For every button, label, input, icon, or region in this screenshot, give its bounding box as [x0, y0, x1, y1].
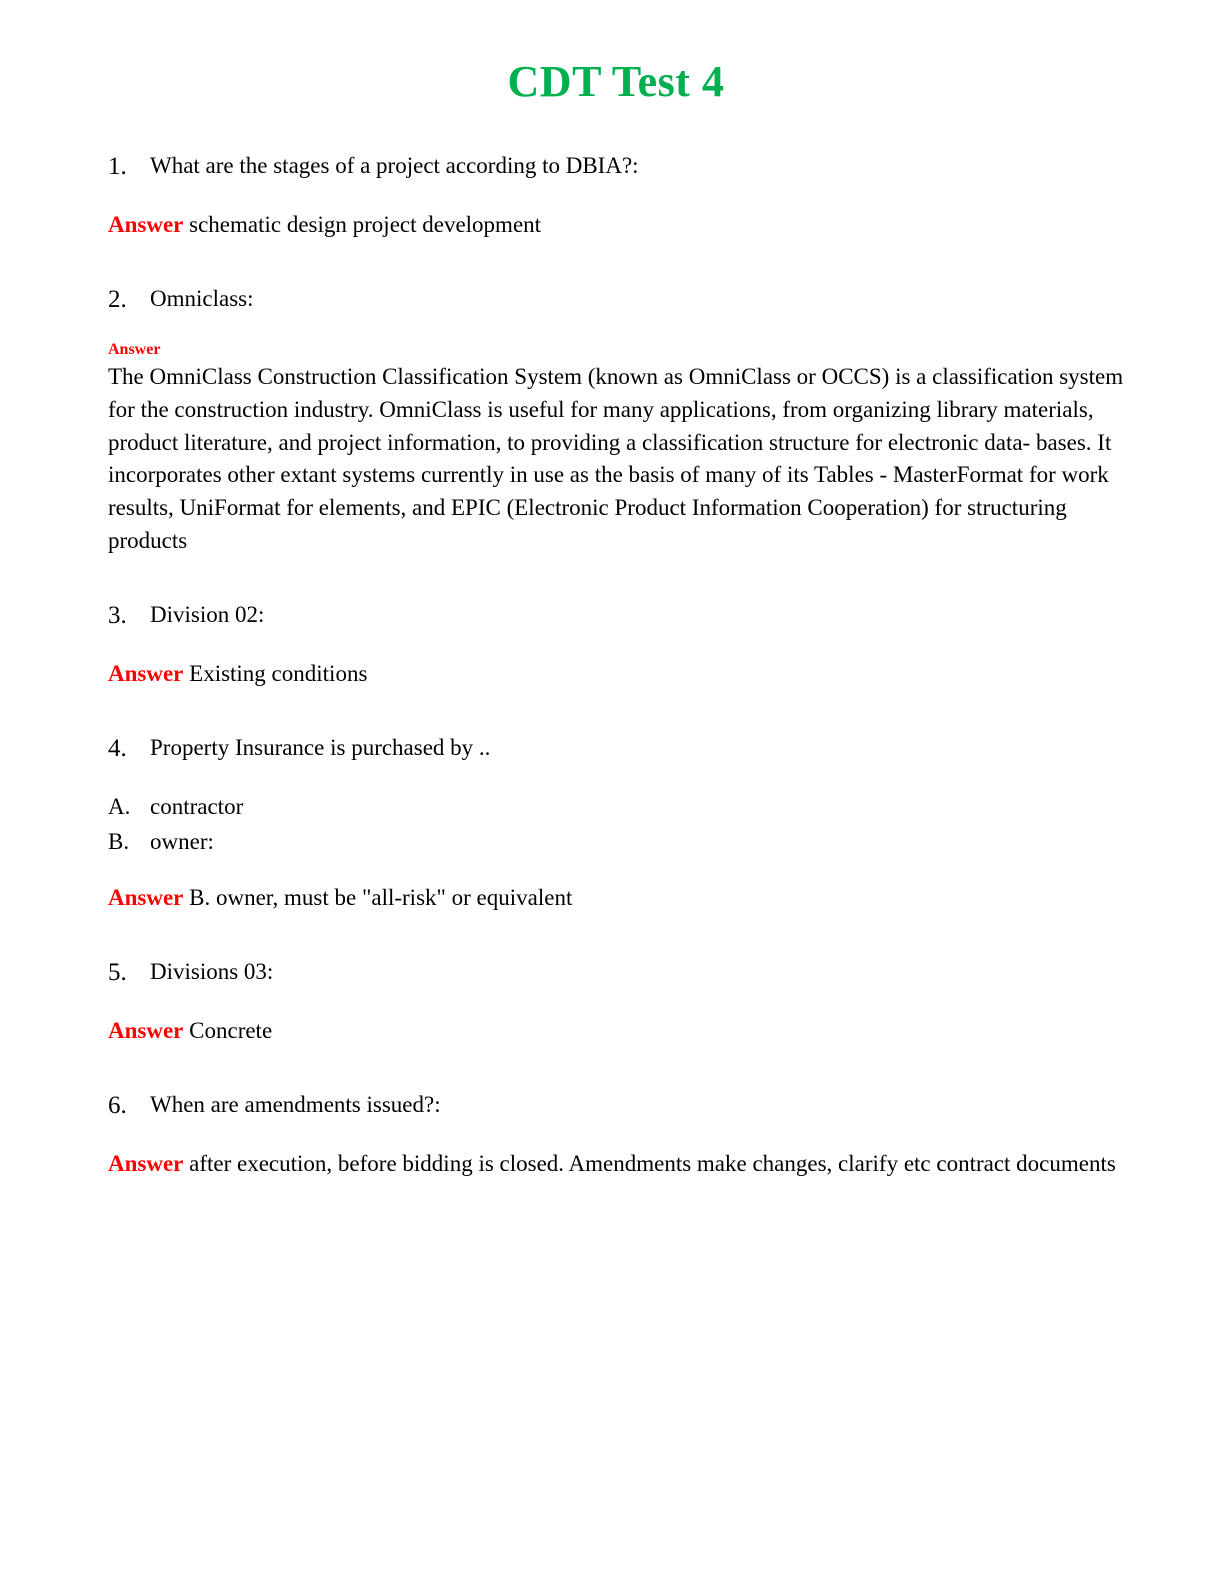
answer-line [108, 657, 1124, 690]
question-line [108, 1089, 1124, 1123]
answer-line [108, 1014, 1124, 1047]
question-text: What are the stages of a project according to DBIA?: [150, 153, 639, 179]
question-number: 2. [108, 286, 127, 314]
qa-block [108, 599, 1124, 690]
question-number: 5. [108, 959, 127, 987]
question-number: 6. [108, 1092, 127, 1120]
choice-item [108, 790, 1124, 825]
answer-text: after execution, before bidding is closed. Amendments make changes, clarify etc contract documents [189, 1151, 1116, 1177]
answer-label: Answer [108, 341, 161, 359]
question-number: 1. [108, 153, 127, 181]
answer-line [108, 881, 1124, 914]
question-line [108, 599, 1124, 633]
answer-text: Concrete [189, 1018, 273, 1044]
qa-block [108, 1089, 1124, 1180]
answer-block [108, 341, 1124, 557]
page-title: CDT Test 4 [507, 57, 725, 106]
choice-letter: B. [108, 828, 130, 854]
answer-label: Answer [108, 660, 184, 686]
qa-block [108, 732, 1124, 914]
question-text: Property Insurance is purchased by .. [150, 735, 491, 761]
answer-line [108, 208, 1124, 241]
question-number: 4. [108, 735, 127, 763]
question-line [108, 956, 1124, 990]
answer-text: The OmniClass Construction Classification System (known as OmniClass or OCCS) is a classification system for the construction industry. OmniClass is useful for many applications, from organizing library materials, product literature, and project information, to providing a classification structure for electronic data- bases. It incorporates other extant systems currently in use as the basis of many of its Tables - MasterFormat for work results, UniFormat for elements, and EPIC (Electronic Product Information Cooperation) for structuring products [108, 364, 1124, 553]
answer-line [108, 1147, 1124, 1180]
question-text: When are amendments issued?: [150, 1092, 441, 1118]
question-line [108, 732, 1124, 766]
choice-text: contractor [150, 794, 244, 820]
choice-letter: A. [108, 794, 131, 820]
question-line [108, 150, 1124, 184]
answer-label: Answer [108, 1151, 184, 1177]
answer-text: schematic design project development [189, 212, 542, 238]
question-line [108, 283, 1124, 317]
answer-label: Answer [108, 212, 184, 238]
answer-text: Existing conditions [189, 660, 368, 686]
qa-block [108, 283, 1124, 557]
question-text: Division 02: [150, 602, 265, 628]
question-number: 3. [108, 602, 127, 630]
question-text: Omniclass: [150, 286, 254, 312]
answer-label: Answer [108, 1018, 184, 1044]
choice-list [108, 790, 1124, 859]
choice-text: owner: [150, 828, 214, 854]
qa-block [108, 150, 1124, 241]
choice-item [108, 825, 1124, 860]
question-text: Divisions 03: [150, 959, 274, 985]
answer-label: Answer [108, 885, 184, 911]
answer-text: B. owner, must be "all-risk" or equivalent [189, 885, 573, 911]
qa-block [108, 956, 1124, 1047]
